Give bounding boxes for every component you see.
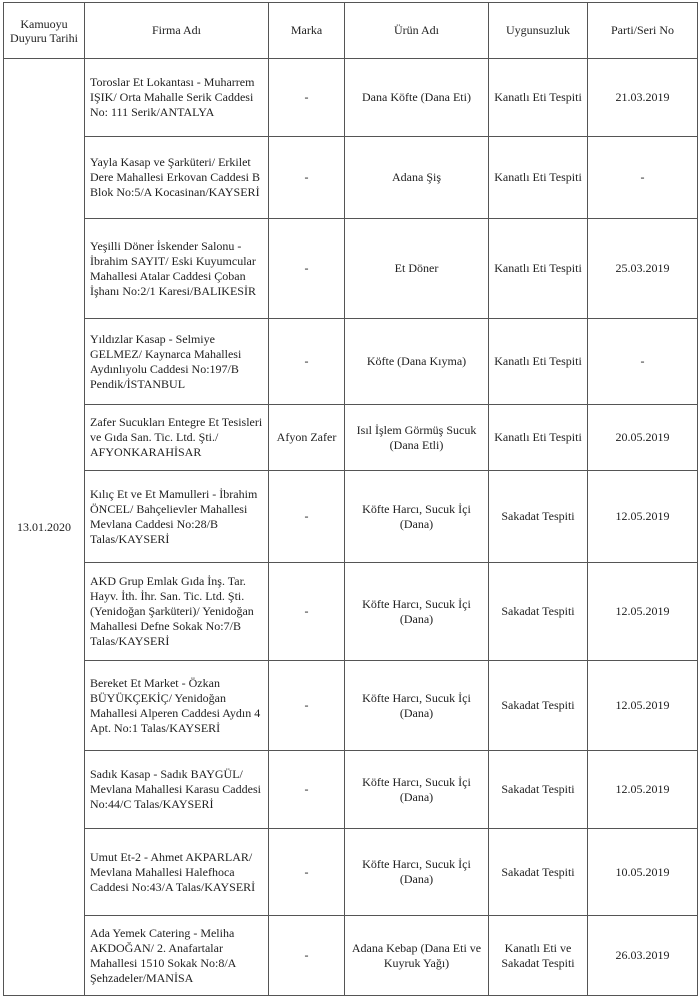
batch-cell: - — [588, 319, 698, 405]
header-announcement-date: Kamuoyu Duyuru Tarihi — [4, 3, 85, 59]
table-row — [4, 661, 698, 751]
nonconformity-cell: Kanatlı Eti Tespiti — [489, 319, 588, 405]
brand-cell: - — [269, 471, 345, 563]
header-product-name: Ürün Adı — [345, 3, 489, 59]
table-row — [4, 219, 698, 319]
firm-cell: Yıldızlar Kasap - Selmiye GELMEZ/ Kaynarca Mahallesi Aydınlıyolu Caddesi No:197/B Pendik/İSTANBUL — [85, 319, 269, 405]
product-cell: Köfte Harcı, Sucuk İçi (Dana) — [345, 751, 489, 829]
product-cell: Köfte Harcı, Sucuk İçi (Dana) — [345, 563, 489, 661]
brand-cell: - — [269, 59, 345, 137]
nonconformity-cell: Sakadat Tespiti — [489, 661, 588, 751]
nonconformity-cell: Kanatlı Eti Tespiti — [489, 405, 588, 471]
announcement-date-cell: 13.01.2020 — [4, 59, 85, 996]
batch-cell: 10.05.2019 — [588, 829, 698, 916]
firm-cell: Zafer Sucukları Entegre Et Tesisleri ve Gıda San. Tic. Ltd. Şti./ AFYONKARAHİSAR — [85, 405, 269, 471]
product-cell: Adana Kebap (Dana Eti ve Kuyruk Yağı) — [345, 916, 489, 996]
table-row — [4, 563, 698, 661]
batch-cell: 20.05.2019 — [588, 405, 698, 471]
firm-cell: Toroslar Et Lokantası - Muharrem IŞIK/ Orta Mahalle Serik Caddesi No: 111 Serik/ANTALYA — [85, 59, 269, 137]
table-row — [4, 916, 698, 996]
batch-cell: 21.03.2019 — [588, 59, 698, 137]
brand-cell: - — [269, 319, 345, 405]
header-firm-name: Firma Adı — [85, 3, 269, 59]
table-row — [4, 471, 698, 563]
brand-cell: - — [269, 661, 345, 751]
header-row — [4, 3, 698, 59]
batch-cell: 12.05.2019 — [588, 563, 698, 661]
product-cell: Köfte Harcı, Sucuk İçi (Dana) — [345, 829, 489, 916]
header-nonconformity: Uygunsuzluk — [489, 3, 588, 59]
brand-cell: - — [269, 137, 345, 219]
product-cell: Köfte (Dana Kıyma) — [345, 319, 489, 405]
header-batch-number: Parti/Seri No — [588, 3, 698, 59]
brand-cell: - — [269, 563, 345, 661]
nonconformity-cell: Kanatlı Eti Tespiti — [489, 59, 588, 137]
table-row — [4, 751, 698, 829]
product-cell: Et Döner — [345, 219, 489, 319]
brand-cell: Afyon Zafer — [269, 405, 345, 471]
table-row — [4, 405, 698, 471]
table-row — [4, 137, 698, 219]
batch-cell: 26.03.2019 — [588, 916, 698, 996]
product-cell: Köfte Harcı, Sucuk İçi (Dana) — [345, 471, 489, 563]
product-cell: Adana Şiş — [345, 137, 489, 219]
batch-cell: 12.05.2019 — [588, 471, 698, 563]
product-cell: Köfte Harcı, Sucuk İçi (Dana) — [345, 661, 489, 751]
nonconformity-cell: Kanatlı Eti Tespiti — [489, 219, 588, 319]
batch-cell: 12.05.2019 — [588, 751, 698, 829]
firm-cell: Umut Et-2 - Ahmet AKPARLAR/ Mevlana Mahallesi Halefhoca Caddesi No:43/A Talas/KAYSERİ — [85, 829, 269, 916]
brand-cell: - — [269, 829, 345, 916]
firm-cell: Yayla Kasap ve Şarküteri/ Erkilet Dere Mahallesi Erkovan Caddesi B Blok No:5/A Kocasinan/KAYSERİ — [85, 137, 269, 219]
table-row — [4, 829, 698, 916]
product-cell: Isıl İşlem Görmüş Sucuk (Dana Etli) — [345, 405, 489, 471]
product-cell: Dana Köfte (Dana Eti) — [345, 59, 489, 137]
firm-cell: Sadık Kasap - Sadık BAYGÜL/ Mevlana Mahallesi Karasu Caddesi No:44/C Talas/KAYSERİ — [85, 751, 269, 829]
recall-table — [3, 2, 698, 996]
nonconformity-cell: Sakadat Tespiti — [489, 471, 588, 563]
batch-cell: - — [588, 137, 698, 219]
table-row — [4, 319, 698, 405]
firm-cell: Kılıç Et ve Et Mamulleri - İbrahim ÖNCEL/ Bahçelievler Mahallesi Mevlana Caddesi No:28/B Talas/KAYSERİ — [85, 471, 269, 563]
nonconformity-cell: Sakadat Tespiti — [489, 829, 588, 916]
brand-cell: - — [269, 916, 345, 996]
firm-cell: Ada Yemek Catering - Meliha AKDOĞAN/ 2. Anafartalar Mahallesi 1510 Sokak No:8/A Şehzadeler/MANİSA — [85, 916, 269, 996]
firm-cell: Bereket Et Market - Özkan BÜYÜKÇEKİÇ/ Yenidoğan Mahallesi Alperen Caddesi Aydın 4 Apt. No:1 Talas/KAYSERİ — [85, 661, 269, 751]
nonconformity-cell: Sakadat Tespiti — [489, 751, 588, 829]
table-row — [4, 59, 698, 137]
nonconformity-cell: Sakadat Tespiti — [489, 563, 588, 661]
batch-cell: 12.05.2019 — [588, 661, 698, 751]
brand-cell: - — [269, 219, 345, 319]
batch-cell: 25.03.2019 — [588, 219, 698, 319]
nonconformity-cell: Kanatlı Eti ve Sakadat Tespiti — [489, 916, 588, 996]
header-brand: Marka — [269, 3, 345, 59]
nonconformity-cell: Kanatlı Eti Tespiti — [489, 137, 588, 219]
firm-cell: AKD Grup Emlak Gıda İnş. Tar. Hayv. İth. İhr. San. Tic. Ltd. Şti. (Yenidoğan Şarküteri)/ Yenidoğan Mahallesi Defne Sokak No:7/B Talas/KAYSERİ — [85, 563, 269, 661]
firm-cell: Yeşilli Döner İskender Salonu - İbrahim SAYIT/ Eski Kuyumcular Mahallesi Atalar Caddesi Çoban İşhanı No:2/1 Karesi/BALIKESİR — [85, 219, 269, 319]
brand-cell: - — [269, 751, 345, 829]
